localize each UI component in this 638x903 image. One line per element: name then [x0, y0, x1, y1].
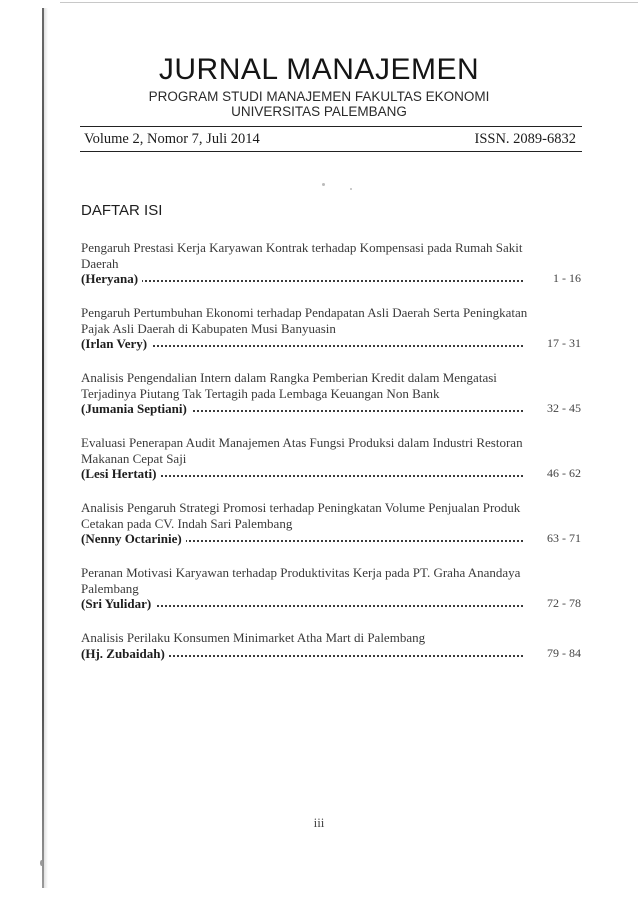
toc-entry	[81, 305, 581, 352]
article-author: (Heryana)	[81, 271, 142, 287]
toc-entry	[81, 500, 581, 547]
leader-row	[81, 336, 581, 352]
toc-entry	[81, 240, 581, 287]
leader-row	[81, 271, 581, 287]
article-title: Pengaruh Pertumbuhan Ekonomi terhadap Pendapatan Asli Daerah Serta Peningkatan Pajak Asli Daerah di Kabupaten Musi Banyuasin	[81, 305, 528, 336]
article-title: Analisis Pengaruh Strategi Promosi terhadap Peningkatan Volume Penjualan Produk Cetakan pada CV. Indah Sari Palembang	[81, 500, 521, 531]
page-range: 79 - 84	[547, 645, 581, 660]
article-author: (Jumania Septiani)	[81, 401, 191, 417]
article-author: (Nenny Octarinie)	[81, 531, 186, 547]
toc-entry	[81, 565, 581, 612]
scan-speck	[322, 183, 325, 186]
article-title: Pengaruh Prestasi Kerja Karyawan Kontrak terhadap Kompensasi pada Rumah Sakit Daerah	[81, 240, 523, 271]
leader-row	[81, 401, 581, 417]
leader-row	[81, 531, 581, 547]
binding-shadow	[44, 8, 48, 888]
page-range: 32 - 45	[547, 401, 581, 415]
volume-bar	[80, 126, 582, 152]
article-title: Analisis Perilaku Konsumen Minimarket Atha Mart di Palembang	[81, 630, 426, 645]
page-range: 1 - 16	[553, 271, 581, 285]
dot-leader	[81, 280, 523, 282]
leader-row	[81, 596, 581, 612]
journal-title: JURNAL MANAJEMEN	[158, 53, 480, 86]
toc-entry	[81, 435, 581, 482]
article-title: Analisis Pengendalian Intern dalam Rangka Pemberian Kredit dalam Mengatasi Terjadinya Piutang Tak Tertagih pada Lembaga Keuangan Non Bank	[81, 370, 497, 401]
article-author: (Sri Yulidar)	[81, 596, 155, 612]
volume-info: Volume 2, Nomor 7, Juli 2014	[84, 131, 260, 147]
issn: ISSN. 2089-6832	[474, 131, 576, 147]
table-of-contents	[81, 240, 581, 680]
article-author: (Irlan Very)	[81, 336, 151, 352]
page-range: 63 - 71	[547, 531, 581, 545]
article-author: (Hj. Zubaidah)	[81, 646, 169, 662]
page-top-edge	[60, 2, 638, 3]
leader-row	[81, 466, 581, 482]
article-title: Evaluasi Penerapan Audit Manajemen Atas Fungsi Produksi dalam Industri Restoran Makanan Cepat Saji	[81, 435, 523, 466]
university-line: UNIVERSITAS PALEMBANG	[231, 104, 407, 119]
scan-speck	[350, 188, 352, 190]
page-range: 17 - 31	[547, 336, 581, 350]
page-number: iii	[313, 815, 325, 830]
article-author: (Lesi Hertati)	[81, 466, 160, 482]
article-title: Peranan Motivasi Karyawan terhadap Produktivitas Kerja pada PT. Graha Anandaya Palembang	[81, 565, 521, 596]
leader-row	[81, 646, 581, 662]
scan-speck	[40, 860, 43, 866]
toc-entry	[81, 370, 581, 417]
page-range: 72 - 78	[547, 596, 581, 610]
page-range: 46 - 62	[547, 466, 581, 480]
toc-entry	[81, 630, 581, 662]
toc-heading: DAFTAR ISI	[81, 202, 163, 219]
program-line: PROGRAM STUDI MANAJEMEN FAKULTAS EKONOMI	[148, 89, 490, 104]
